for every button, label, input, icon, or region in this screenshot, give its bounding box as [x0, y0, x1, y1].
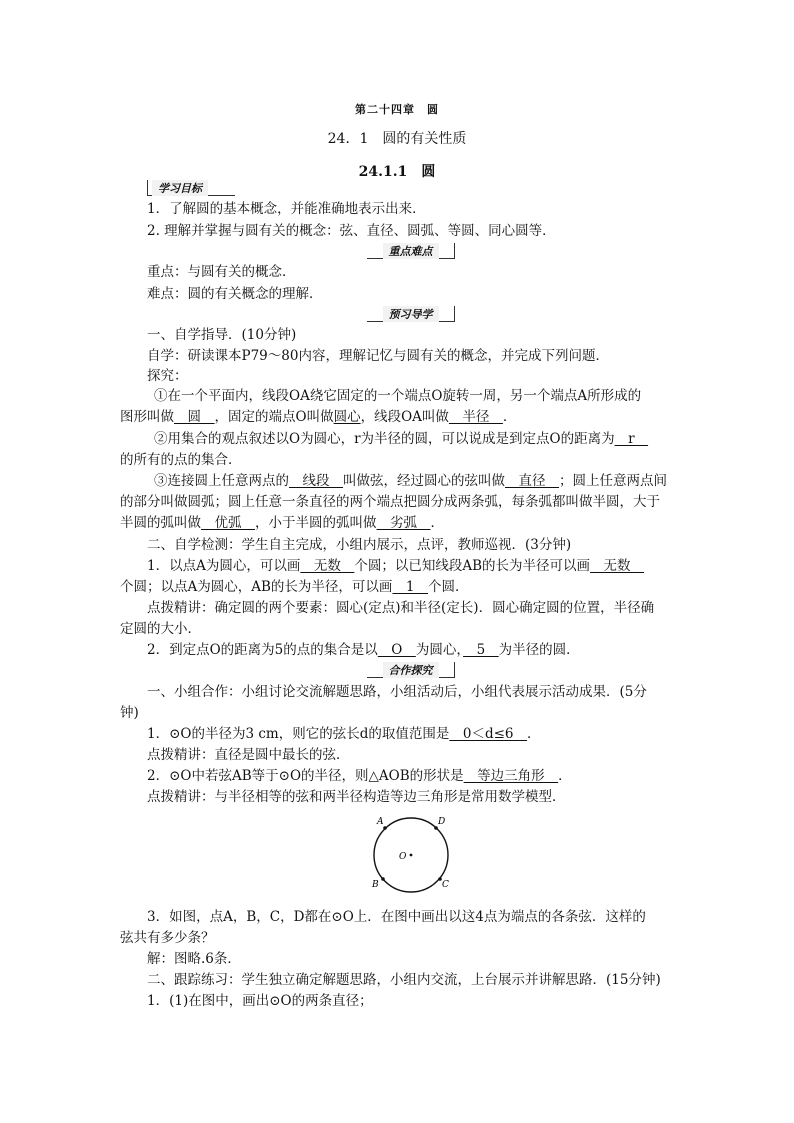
explore-label: 探究：	[147, 368, 188, 384]
answer-blank: 无数	[590, 558, 645, 574]
coop-p1-a: 一、小组合作：小组讨论交流解题思路，小组活动后，小组代表展示活动成果．(5分	[147, 684, 647, 700]
t1-line: 1．(1)在图中，画出⊙O的两条直径；	[147, 993, 373, 1009]
answer-blank: 优弧	[201, 515, 255, 531]
q2-line-b: 的所有的点的集合．	[120, 452, 242, 468]
answer-blank: 圆	[174, 409, 215, 425]
goal-2: 2. 理解并掌握与圆有关的概念：弦、直径、圆弧、等圆、同心圆等．	[147, 223, 556, 239]
label-d: D	[438, 817, 446, 827]
q3-line-c: 半圆的弧叫做 优弧 ，小于半圆的弧叫做 劣弧 ．	[120, 515, 444, 531]
self-study-text: 自学：研读课本P79～80内容，理解记忆与圆有关的概念，并完成下列问题．	[147, 348, 609, 364]
tip1-line-b: 定圆的大小．	[120, 621, 201, 637]
e1-line: 1．⊙O的半径为3 cm，则它的弦长d的取值范围是 0＜d≤6 ．	[147, 726, 541, 742]
section-title: 24．1 圆的有关性质	[327, 131, 467, 147]
label-a: A	[377, 817, 384, 827]
answer-blank: 等边三角形	[463, 768, 559, 784]
coop-banner: 合作探究	[367, 662, 455, 678]
answer-blank: r	[614, 431, 649, 447]
e2-line: 2．⊙O中若弦AB等于⊙O的半径，则△AOB的形状是 等边三角形 ．	[147, 768, 572, 784]
label-b: B	[372, 880, 379, 890]
q1-line-b: 图形叫做 圆 ，固定的端点O叫做圆心，线段OA叫做 半径 ．	[120, 409, 517, 425]
tip2-line: 点拨精讲：直径是圆中最长的弦．	[147, 747, 350, 763]
chapter-title: 第二十四章 圆	[355, 103, 439, 116]
goals-banner: 学习目标	[147, 180, 235, 196]
center-o	[410, 854, 413, 857]
point-b	[381, 877, 385, 881]
e3-line-a: 3．如图，点A，B，C，D都在⊙O上．在图中画出以这4点为端点的各条弦．这样的	[147, 909, 646, 925]
q3-line-a: ③连接圆上任意两点的 线段 叫做弦，经过圆心的弦叫做 直径 ；圆上任意两点间	[154, 473, 667, 489]
answer-blank: 线段	[289, 473, 343, 489]
point-a	[383, 826, 387, 830]
c1-line-a: 1．以点A为圆心，可以画 无数 个圆；以已知线段AB的长为半径可以画 无数	[147, 558, 645, 574]
q1-line-a: ①在一个平面内，线段OA绕它固定的一个端点O旋转一周，另一个端点A所形成的	[154, 388, 642, 404]
tip3-line: 点拨精讲：与半径相等的弦和两半径构造等边三角形是常用数学模型．	[147, 789, 566, 805]
label-c: C	[442, 880, 449, 890]
goal-1: 1．了解圆的基本概念，并能准确地表示出来．	[147, 201, 426, 217]
tip1-line-a: 点拨精讲：确定圆的两个要素：圆心(定点)和半径(定长)．圆心确定圆的位置，半径确	[147, 600, 655, 616]
answer-blank: O	[377, 642, 416, 658]
q3-line-b: 的部分叫做圆弧；圆上任意一条直径的两个端点把圆分成两条弧，每条弧都叫做半圆，大于	[120, 494, 660, 510]
answer-blank: 圆心	[333, 409, 361, 425]
key-banner: 重点难点	[367, 243, 455, 259]
circle-figure	[360, 808, 460, 894]
answer-blank: 1	[392, 579, 429, 595]
follow-up-title: 二、跟踪练习：学生独立确定解题思路，小组内交流，上台展示并讲解思路．(15分钟)	[147, 972, 661, 988]
e3-solution: 解：图略.6条．	[147, 951, 241, 967]
key-point: 重点：与圆有关的概念．	[147, 264, 296, 280]
c1-line-b: 个圆；以点A为圆心，AB的长为半径，可以画 1 个圆．	[120, 579, 469, 595]
subsection-title: 24.1.1 圆	[358, 164, 436, 180]
e3-line-b: 弦共有多少条？	[120, 930, 215, 946]
answer-blank: 劣弧	[376, 515, 431, 531]
difficulty: 难点：圆的有关概念的理解．	[147, 286, 323, 302]
c2-line: 2．到定点O的距离为5的点的集合是以 O 为圆心， 5 为半径的圆．	[147, 642, 580, 658]
coop-p1-b: 钟)	[120, 705, 139, 721]
answer-blank: 5	[463, 642, 499, 658]
answer-blank: 0＜d≤6	[449, 726, 527, 742]
answer-blank: 无数	[300, 558, 355, 574]
self-study-title: 一、自学指导．(10分钟)	[147, 327, 297, 343]
answer-blank: 直径	[505, 473, 559, 489]
q2-line-a: ②用集合的观点叙述以O为圆心，r为半径的圆，可以说成是到定点O的距离为 r	[154, 431, 649, 447]
answer-blank: 半径	[448, 409, 503, 425]
preview-banner: 预习导学	[367, 306, 455, 322]
self-check-title: 二、自学检测：学生自主完成，小组内展示，点评，教师巡视．(3分钟)	[147, 537, 572, 553]
label-o: O	[399, 852, 407, 862]
